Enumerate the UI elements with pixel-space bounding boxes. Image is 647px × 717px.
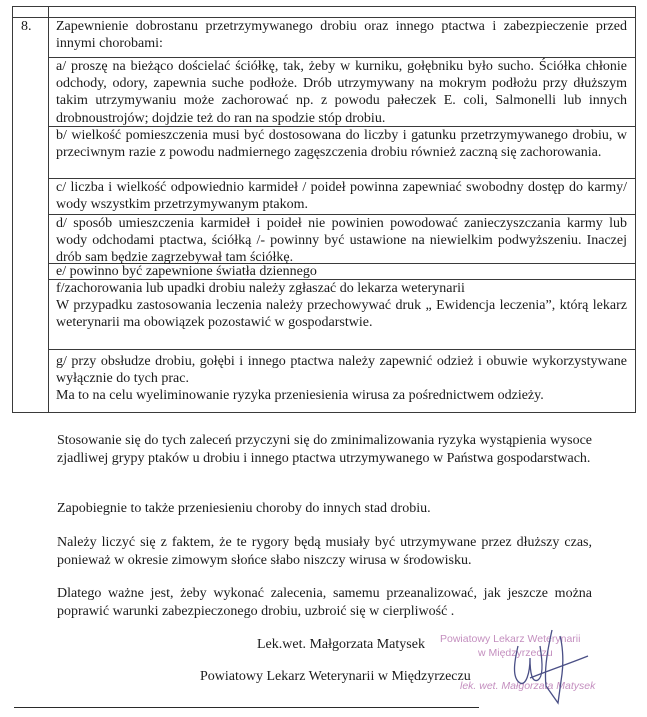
stamp-line3: lek. wet. Małgorzata Matysek: [460, 680, 596, 692]
table-row-e: [49, 264, 635, 280]
item-c-text: c/ liczba i wielkość odpowiednio karmideł / poideł powinna zapewniać swobodny dostęp do karmy/ wody wszystkim przetrzymywanym ptakom.: [56, 180, 627, 213]
stamp-line2: w Międzyrzeczu: [478, 647, 553, 659]
footer-divider: [14, 707, 479, 708]
table-row-b: [49, 127, 635, 179]
table-row-a: [49, 58, 635, 127]
item-g-line1: g/ przy obsłudze drobiu, gołębi i innego ptactwa należy zapewnić odzież i obuwie wykorzystywane wyłącznie do tych prac.: [56, 354, 627, 387]
item-e-text: e/ powinno być zapewnione światła dziennego: [56, 264, 317, 279]
paragraph-4: Dlatego ważne jest, żeby wykonać zalecenia, samemu przeanalizować, jak jeszcze można poprawić warunki zabezpieczonego drobiu, uzbroić się w cierpliwość .: [57, 586, 592, 619]
item-d-text: d/ sposób umieszczenia karmideł i poideł nie powinien powodować zanieczyszczania karmy lub wody odchodami ptactwa, ściółką /- powinny być ustawione na niewielkim podwyższeniu. Inaczej drób sam będzie zagrzebywał tam ściółkę.: [56, 216, 627, 266]
handwritten-signature-icon: [500, 628, 590, 708]
section-title: Zapewnienie dobrostanu przetrzymywanego drobiu oraz innego ptactwa i zabezpieczenie przed innymi chorobami:: [56, 19, 627, 52]
item-g-line2: Ma to na celu wyeliminowanie ryzyka przeniesienia wirusa za pośrednictwem odzieży.: [56, 388, 544, 404]
stamp-line1: Powiatowy Lekarz Weterynarii: [440, 633, 581, 645]
signature-name: Lek.wet. Małgorzata Matysek: [257, 637, 425, 652]
paragraph-1: Stosowanie się do tych zaleceń przyczyni się do zminimalizowania ryzyka wystąpienia wysoce zjadliwej grypy ptaków u drobiu i innego ptactwa utrzymywanego w Państwa gospodarstwach.: [57, 433, 592, 466]
item-a-text: a/ proszę na bieżąco dościelać ściółkę, tak, żeby w kurniku, gołębniku było sucho. Ściółka chłonie odchody, odory, zapewnia suche podłoże. Drób utrzymywany na mokrym podłożu przy dłuższym takim utrzymywaniu może zachorować np. z powodu pałeczek E. coli, Salmonelli lub innych drobnoustrojów; dojdzie też do ran na spodzie stóp drobiu.: [56, 59, 627, 126]
item-f-line1: f/zachorowania lub upadki drobiu należy zgłaszać do lekarza weterynarii: [56, 281, 465, 296]
table-row-c: [49, 179, 635, 215]
table-row-f: [49, 280, 635, 350]
table-row-g: [49, 350, 635, 413]
paragraph-2: Zapobiegnie to także przeniesieniu choroby do innych stad drobiu.: [57, 501, 431, 516]
signature-title: Powiatowy Lekarz Weterynarii w Międzyrzeczu: [200, 669, 471, 684]
table-row-title: [49, 18, 635, 58]
number-column: [13, 7, 49, 412]
item-b-text: b/ wielkość pomieszczenia musi być dostosowana do liczby i gatunku przetrzymywanego drobiu, w przeciwnym razie z powodu nadmiernego zagęszczenia drobiu również zaczną się zachorowania.: [56, 128, 627, 161]
paragraph-3: Należy liczyć się z faktem, że te rygory będą musiały być utrzymywane przez dłuższy czas, ponieważ w okresie zimowym słońce słabo niszczy wirusa w środowisku.: [57, 535, 592, 568]
table-row-d: [49, 215, 635, 264]
row-number: 8.: [21, 19, 32, 34]
recommendations-table: [12, 6, 636, 413]
item-f-line2: W przypadku zastosowania leczenia należy przechowywać druk „ Ewidencja leczenia”, którą lekarz weterynarii ma obowiązek pozostawić w gospodarstwie.: [56, 298, 627, 331]
